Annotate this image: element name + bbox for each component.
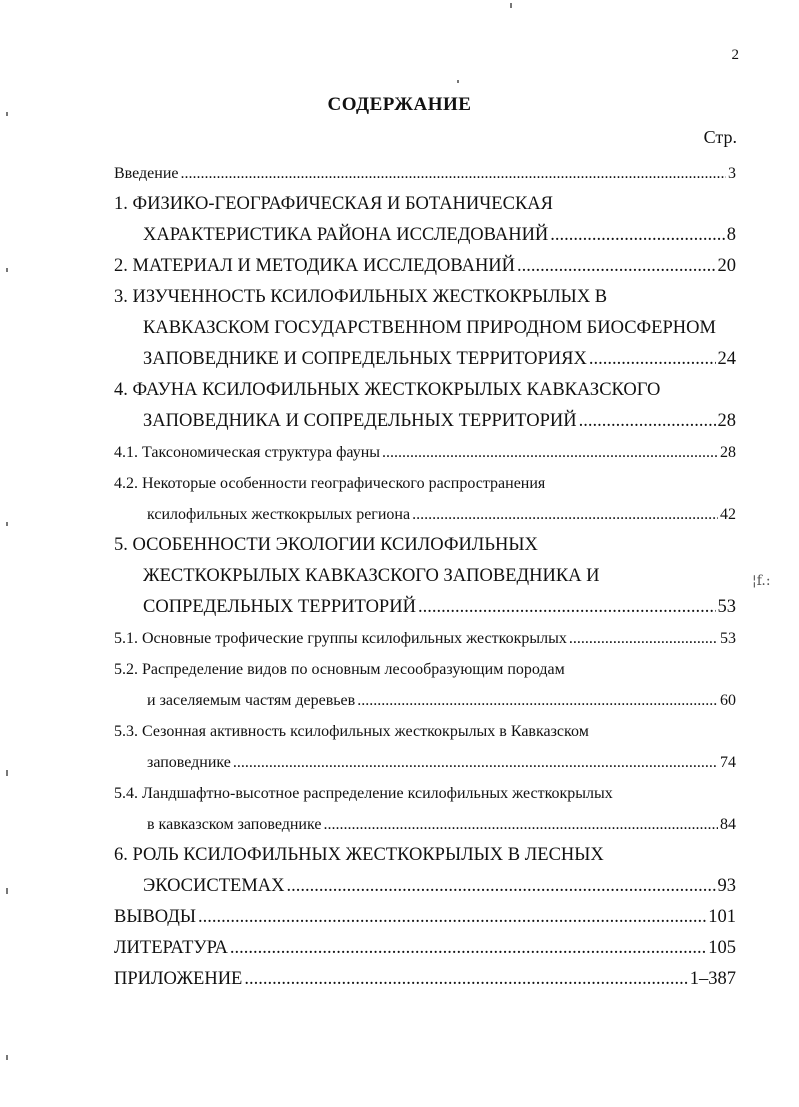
toc-entry-page: 74 bbox=[720, 754, 736, 771]
toc-entry-text: 2. МАТЕРИАЛ И МЕТОДИКА ИССЛЕДОВАНИЙ bbox=[114, 256, 516, 276]
scan-speck bbox=[510, 3, 512, 8]
toc-entry-page: 93 bbox=[717, 876, 736, 896]
toc-entry-page: 53 bbox=[720, 630, 736, 647]
toc-entry-text: ЛИТЕРАТУРА bbox=[114, 938, 228, 958]
toc-entry-text: СОПРЕДЕЛЬНЫХ ТЕРРИТОРИЙ bbox=[143, 597, 416, 617]
toc-entry-text: КАВКАЗСКОМ ГОСУДАРСТВЕННОМ ПРИРОДНОМ БИОСФЕРНОМ bbox=[143, 318, 716, 338]
toc-entry-section-4-1[interactable] bbox=[114, 437, 736, 468]
table-of-contents bbox=[114, 158, 736, 995]
leader-dots bbox=[244, 964, 687, 995]
toc-heading-section-4-2[interactable] bbox=[114, 468, 736, 499]
page-title: СОДЕРЖАНИЕ bbox=[327, 94, 472, 115]
toc-entry-section-5-3[interactable] bbox=[114, 747, 736, 778]
toc-entry-section-4-2[interactable] bbox=[114, 499, 736, 530]
leader-dots bbox=[357, 685, 718, 716]
toc-entry-text: ПРИЛОЖЕНИЕ bbox=[114, 969, 243, 989]
scan-speck bbox=[6, 770, 8, 776]
toc-entry-text: в кавказском заповеднике bbox=[147, 816, 322, 833]
toc-entry-page: 105 bbox=[708, 938, 736, 958]
toc-entry-text: ЭКОСИСТЕМАХ bbox=[143, 876, 285, 896]
toc-entry-chapter-6[interactable] bbox=[114, 871, 736, 902]
leader-dots bbox=[569, 623, 718, 654]
leader-dots bbox=[412, 499, 718, 530]
toc-entry-text: ХАРАКТЕРИСТИКА РАЙОНА ИССЛЕДОВАНИЙ bbox=[143, 225, 549, 245]
scan-speck bbox=[6, 522, 8, 526]
leader-dots bbox=[287, 871, 716, 902]
leader-dots bbox=[550, 220, 724, 251]
toc-entry-page: 84 bbox=[720, 816, 736, 833]
toc-entry-text: 1. ФИЗИКО-ГЕОГРАФИЧЕСКАЯ И БОТАНИЧЕСКАЯ bbox=[114, 194, 553, 214]
toc-entry-page: 1–387 bbox=[689, 969, 736, 989]
leader-dots bbox=[230, 933, 706, 964]
toc-entry-text: 3. ИЗУЧЕННОСТЬ КСИЛОФИЛЬНЫХ ЖЕСТКОКРЫЛЫХ В bbox=[114, 287, 608, 307]
leader-dots bbox=[579, 406, 716, 437]
toc-entry-text: и заселяемым частям деревьев bbox=[147, 692, 356, 709]
toc-entry-text: 6. РОЛЬ КСИЛОФИЛЬНЫХ ЖЕСТКОКРЫЛЫХ В ЛЕСНЫХ bbox=[114, 845, 604, 865]
toc-entry-conclusions[interactable] bbox=[114, 902, 736, 933]
leader-dots bbox=[323, 809, 718, 840]
leader-dots bbox=[418, 592, 716, 623]
toc-entry-text: 4. ФАУНА КСИЛОФИЛЬНЫХ ЖЕСТКОКРЫЛЫХ КАВКАЗСКОГО bbox=[114, 380, 661, 400]
scan-speck bbox=[6, 268, 8, 272]
toc-entry-text: заповеднике bbox=[147, 754, 231, 771]
toc-entry-chapter-3[interactable] bbox=[114, 344, 736, 375]
toc-entry-text: ЖЕСТКОКРЫЛЫХ КАВКАЗСКОГО ЗАПОВЕДНИКА И bbox=[143, 566, 600, 586]
toc-entry-literature[interactable] bbox=[114, 933, 736, 964]
toc-entry-page: 8 bbox=[726, 225, 736, 245]
toc-heading-section-5-2[interactable] bbox=[114, 654, 736, 685]
toc-heading-section-5-3[interactable] bbox=[114, 716, 736, 747]
leader-dots bbox=[517, 251, 715, 282]
toc-entry-appendix[interactable] bbox=[114, 964, 736, 995]
toc-heading-chapter-1[interactable] bbox=[114, 189, 736, 220]
toc-entry-section-5-2[interactable] bbox=[114, 685, 736, 716]
toc-entry-chapter-2[interactable] bbox=[114, 251, 736, 282]
toc-heading-section-5-4[interactable] bbox=[114, 778, 736, 809]
toc-entry-chapter-1[interactable] bbox=[114, 220, 736, 251]
leader-dots bbox=[181, 158, 727, 189]
toc-entry-text: 4.2. Некоторые особенности географического распространения bbox=[114, 475, 546, 492]
toc-entry-section-5-1[interactable] bbox=[114, 623, 736, 654]
leader-dots bbox=[589, 344, 716, 375]
leader-dots bbox=[233, 747, 718, 778]
scan-speck bbox=[6, 112, 8, 116]
toc-heading-chapter-3[interactable] bbox=[114, 282, 736, 313]
scan-speck bbox=[6, 1055, 8, 1060]
toc-entry-introduction[interactable] bbox=[114, 158, 736, 189]
toc-entry-page: 28 bbox=[720, 444, 736, 461]
toc-entry-page: 24 bbox=[717, 349, 736, 369]
toc-entry-text: 5.4. Ландшафтно-высотное распределение ксилофильных жесткокрылых bbox=[114, 785, 613, 802]
toc-entry-page: 60 bbox=[720, 692, 736, 709]
toc-entry-text: 5. ОСОБЕННОСТИ ЭКОЛОГИИ КСИЛОФИЛЬНЫХ bbox=[114, 535, 538, 555]
page-number: 2 bbox=[731, 47, 739, 63]
leader-dots bbox=[198, 902, 706, 933]
toc-entry-page: 101 bbox=[708, 907, 736, 927]
scan-speck bbox=[6, 888, 8, 894]
toc-entry-page: 20 bbox=[717, 256, 736, 276]
toc-entry-text: 4.1. Таксономическая структура фауны bbox=[114, 444, 381, 461]
toc-entry-text: ксилофильных жесткокрылых региона bbox=[147, 506, 411, 523]
toc-entry-page: 3 bbox=[728, 165, 736, 182]
toc-heading-chapter-4[interactable] bbox=[114, 375, 736, 406]
toc-entry-text: 5.2. Распределение видов по основным лесообразующим породам bbox=[114, 661, 565, 678]
toc-heading-chapter-3-cont[interactable] bbox=[114, 313, 736, 344]
toc-entry-text: 5.1. Основные трофические группы ксилофильных жесткокрылых bbox=[114, 630, 567, 647]
toc-entry-chapter-4[interactable] bbox=[114, 406, 736, 437]
toc-heading-chapter-6[interactable] bbox=[114, 840, 736, 871]
toc-entry-page: 28 bbox=[717, 411, 736, 431]
toc-heading-chapter-5[interactable] bbox=[114, 530, 736, 561]
toc-entry-text: 5.3. Сезонная активность ксилофильных жесткокрылых в Кавказском bbox=[114, 723, 589, 740]
toc-entry-text: Введение bbox=[114, 165, 179, 182]
leader-dots bbox=[382, 437, 718, 468]
toc-entry-section-5-4[interactable] bbox=[114, 809, 736, 840]
margin-mark: ¦f.: bbox=[752, 573, 771, 589]
toc-heading-chapter-5-cont[interactable] bbox=[114, 561, 736, 592]
toc-entry-text: ЗАПОВЕДНИКЕ И СОПРЕДЕЛЬНЫХ ТЕРРИТОРИЯХ bbox=[143, 349, 587, 369]
toc-entry-page: 53 bbox=[717, 597, 736, 617]
page-column-label: Стр. bbox=[703, 127, 737, 147]
toc-entry-page: 42 bbox=[720, 506, 736, 523]
toc-entry-text: ЗАПОВЕДНИКА И СОПРЕДЕЛЬНЫХ ТЕРРИТОРИЙ bbox=[143, 411, 577, 431]
scan-speck bbox=[457, 80, 459, 83]
toc-entry-text: ВЫВОДЫ bbox=[114, 907, 197, 927]
toc-entry-chapter-5[interactable] bbox=[114, 592, 736, 623]
